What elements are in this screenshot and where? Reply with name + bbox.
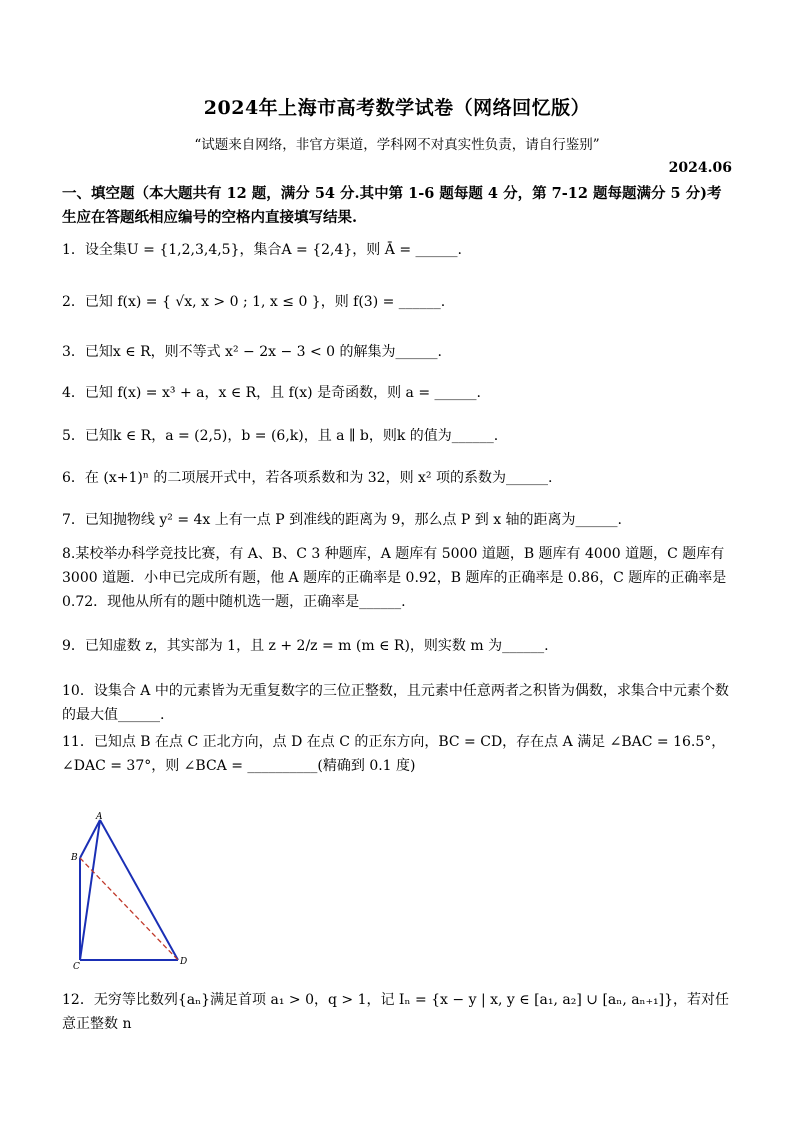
- question-12: 12．无穷等比数列{aₙ}满足首项 a₁ > 0，q > 1，记 Iₙ = {x − y | x, y ∈ [a₁, a₂] ∪ [aₙ, aₙ₊₁]}，若对任意正整数 n: [62, 992, 729, 1032]
- question-4: 4．已知 f(x) = x³ + a，x ∈ R，且 f(x) 是奇函数，则 a = ______.: [62, 385, 481, 401]
- point-label-C: C: [73, 962, 80, 970]
- question-3: 3．已知x ∈ R，则不等式 x² − 2x − 3 < 0 的解集为______.: [62, 344, 442, 360]
- question-2: 2．已知 f(x) = { √x, x > 0 ; 1, x ≤ 0 }，则 f(3) = ______.: [62, 294, 446, 310]
- point-label-A: A: [96, 812, 103, 822]
- question-9: 9．已知虚数 z，其实部为 1，且 z + 2/z = m (m ∈ R)，则实数 m 为______.: [62, 638, 549, 654]
- section-heading: 一、填空题（本大题共有 12 题，满分 54 分.其中第 1-6 题每题 4 分，第 7-12 题每题满分 5 分)考生应在答题纸相应编号的空格内直接填写结果.: [62, 185, 722, 226]
- question-11: 11．已知点 B 在点 C 正北方向，点 D 在点 C 的正东方向，BC = CD，存在点 A 满足 ∠BAC = 16.5°，∠DAC = 37°，则 ∠BCA = __________(精确到 0.1 度): [62, 734, 726, 774]
- segment-AD: [100, 820, 178, 960]
- question-8: 8.某校举办科学竞技比赛，有 A、B、C 3 种题库，A 题库有 5000 道题，B 题库有 4000 道题，C 题库有 3000 道题．小申已完成所有题，他 A 题库的正确率是 0.92，B 题库的正确率是 0.86，C 题库的正确率是 0.72．现他从所有的题中随机选一题，正确率是______.: [62, 546, 727, 610]
- point-label-B: B: [71, 853, 78, 863]
- question-5: 5．已知k ∈ R，a = (2,5)，b = (6,k)，且 a ∥ b，则k 的值为______.: [62, 428, 499, 444]
- question-7: 7．已知抛物线 y² = 4x 上有一点 P 到准线的距离为 9，那么点 P 到 x 轴的距离为______.: [62, 512, 623, 528]
- exam-title: 2024年上海市高考数学试卷（网络回忆版）: [203, 97, 591, 119]
- disclaimer: “试题来自网络，非官方渠道，学科网不对真实性负责，请自行鉴别”: [194, 137, 600, 153]
- exam-date: 2024.06: [668, 160, 732, 176]
- question-1: 1．设全集U = {1,2,3,4,5}，集合A = {2,4}，则 Ā = ______.: [62, 242, 462, 258]
- geometry-figure: [70, 808, 200, 970]
- point-label-D: D: [180, 957, 188, 967]
- question-10: 10．设集合 A 中的元素皆为无重复数字的三位正整数，且元素中任意两者之积皆为偶数，求集合中元素个数的最大值______.: [62, 683, 729, 723]
- question-6: 6．在 (x+1)ⁿ 的二项展开式中，若各项系数和为 32，则 x² 项的系数为______.: [62, 470, 553, 486]
